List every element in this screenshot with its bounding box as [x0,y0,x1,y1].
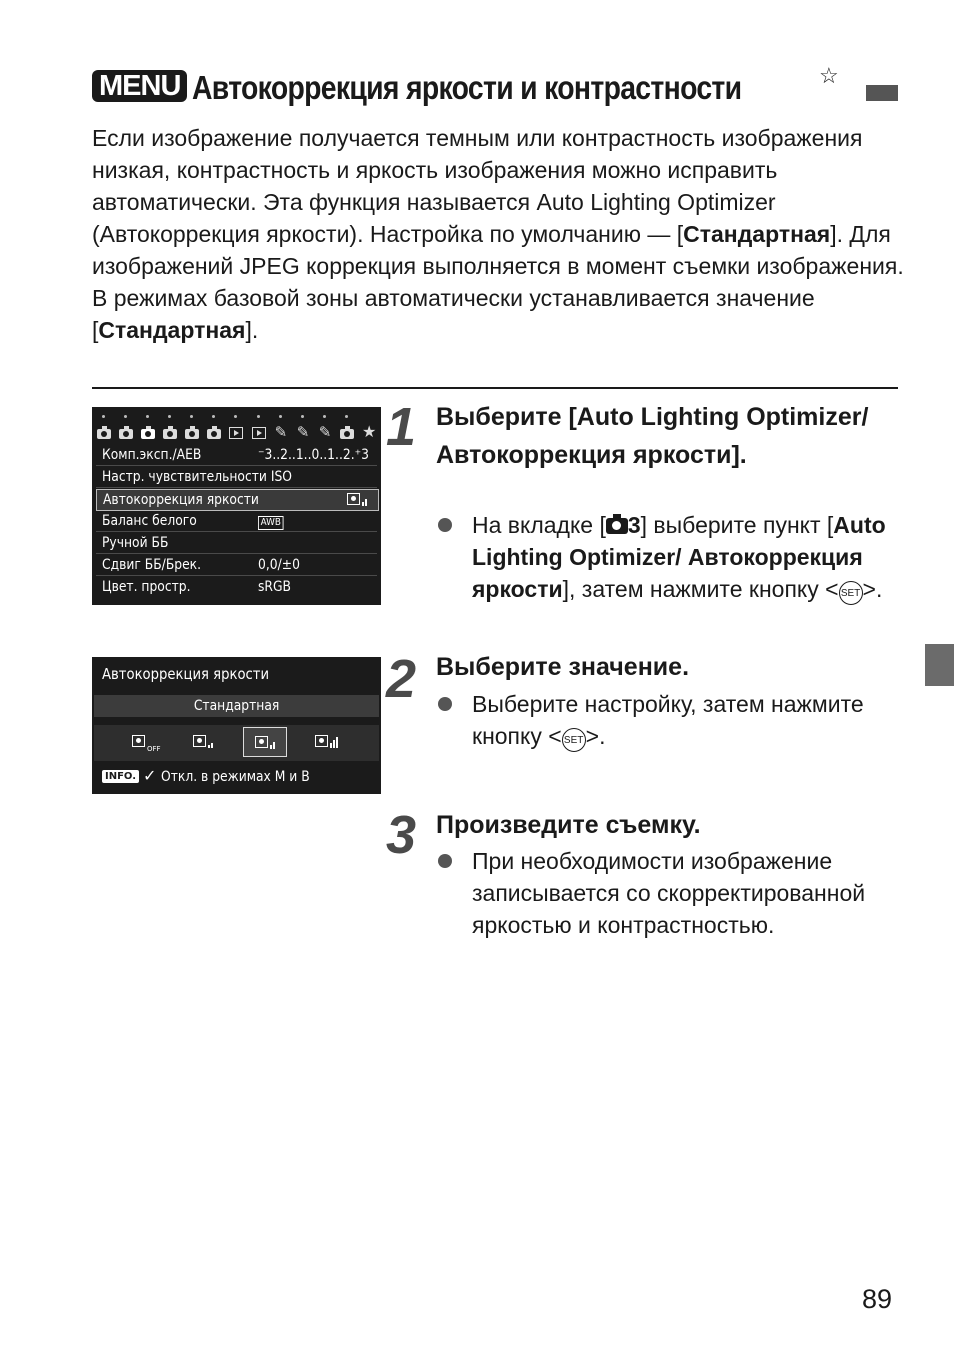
alo-setting-screenshot [92,657,381,794]
screen-title: Автокоррекция яркости [102,665,270,683]
alo-low-icon [193,735,215,749]
alo-off-option [121,727,165,757]
menu-row-wb-shift [96,555,377,576]
shooting-tab-5-icon [184,415,200,441]
shooting-tab-2-icon [118,415,134,441]
alo-high-option [304,727,348,757]
step-1-number: 1 [386,397,417,457]
text-part: На вкладке [ [472,512,606,538]
setup-tab-2-icon: ✎ [295,415,311,441]
intro-text [92,122,904,346]
setup-tab-3-icon: ✎ [317,415,333,441]
text-part: >. [585,723,606,749]
selected-value-bar [94,695,379,717]
divider [92,387,898,389]
intro-p2-part-a: В режимах базовой зоны автоматически устанавливается значение [ [92,285,815,343]
intro-paragraph-2 [92,282,904,346]
menu-row-white-balance [96,511,377,532]
screen-footer [102,765,330,787]
exposure-scale: ⁻3..2..1..0..1..2.⁺3 [258,447,369,463]
shooting-tab-icon [606,518,628,534]
set-button-icon: SET [839,581,863,605]
menu-row-exposure-comp [96,445,377,466]
menu-row-value: sRGB [258,579,291,595]
info-button-icon: INFO. [102,770,139,783]
menu-row-label: Ручной ББ [102,535,169,551]
alo-low-option [182,727,226,757]
section-marker [866,85,898,101]
menu-row-value: 0,0/±0 [258,557,300,573]
menu-row-label: Настр. чувствительности ISO [102,469,292,485]
playback-tab-2-icon [251,415,267,441]
step-2-bullet-text [472,688,892,752]
step-1-bullet-text [472,509,892,605]
step-3-bullet-text: При необходимости изображение записывается со скорректированной яркостью и контрастностью. [472,848,866,938]
shooting-tab-1-icon [96,415,112,441]
intro-paragraph-1 [92,122,904,282]
alo-standard-icon [255,736,277,750]
intro-p2-bold: Стандартная [98,317,246,343]
shooting-tab-3-icon [140,415,156,441]
camera-menu-screenshot [92,407,381,605]
intro-p1-bold: Стандартная [683,221,831,247]
menu-tabs [96,415,377,445]
text-part: Выберите настройку, затем нажмите кнопку < [472,691,864,749]
menu-row-label: Баланс белого [102,513,197,529]
intro-p2-part-b: ]. [245,317,259,343]
bullet-dot-icon [438,697,452,711]
awb-icon: AWB [258,516,284,530]
menu-icon: MENU [92,70,187,102]
setup-tab-1-icon: ✎ [273,415,289,441]
page-number: 89 [862,1284,893,1314]
shooting-tab-4-icon [162,415,178,441]
menu-row-label: Автокоррекция яркости [103,492,259,508]
menu-row-color-space [96,577,377,597]
menu-item-name: Auto Lighting Optimizer/ Автокоррекция яркости [472,512,886,602]
star-icon: ☆ [819,63,839,88]
tab-number: 3 [627,512,641,538]
alo-options [94,725,379,761]
intro-p1-part-a: Если изображение получается темным или контрастность изображения низкая, контрастность и яркость изображения можно исправить автоматически. Эта функция называется Auto Lighting Optimizer (Автокоррекция яркости). Настройка по умолчанию — [ [92,125,863,247]
bullet-dot-icon [438,854,452,868]
step-1-title: Выберите [Auto Lighting Optimizer/Автокоррекция яркости]. [436,403,869,469]
chapter-side-tab [925,644,954,686]
custom-tab-icon [339,415,355,441]
step-3-number: 3 [386,805,417,865]
playback-tab-1-icon [228,415,244,441]
step-3-title: Произведите съемку. [436,811,701,839]
menu-row-label: Сдвиг ББ/Брек. [102,557,202,573]
menu-row-custom-wb [96,533,377,554]
off-label: OFF [147,745,161,753]
menu-row-label: Комп.эксп./AEB [102,447,202,463]
step-2-title: Выберите значение. [436,653,690,681]
step-2-number: 2 [386,649,417,709]
menu-row-alo-selected [96,489,379,511]
text-part: ], затем нажмите кнопку < [562,576,839,602]
alo-standard-icon [347,493,369,507]
selected-value: Стандартная [193,698,280,714]
bullet-dot-icon [438,518,452,532]
intro-p1-part-b: ]. Для изображений JPEG коррекция выполняется в момент съемки изображения. [92,221,904,279]
menu-row-label: Цвет. простр. [102,579,191,595]
text-part: ] выберите пункт [ [640,512,834,538]
menu-row-iso [96,467,377,488]
shooting-tab-6-icon [206,415,222,441]
set-button-icon: SET [562,728,586,752]
footer-text: Откл. в режимах M и B [160,769,310,785]
alo-high-icon [315,735,337,749]
alo-standard-option [243,727,287,757]
checkmark-icon: ✓ [143,766,157,785]
page-header [92,63,902,114]
page-title: Автокоррекция яркости и контрастности [192,69,742,106]
text-part: >. [862,576,883,602]
my-menu-star-icon: ★ [361,422,377,441]
